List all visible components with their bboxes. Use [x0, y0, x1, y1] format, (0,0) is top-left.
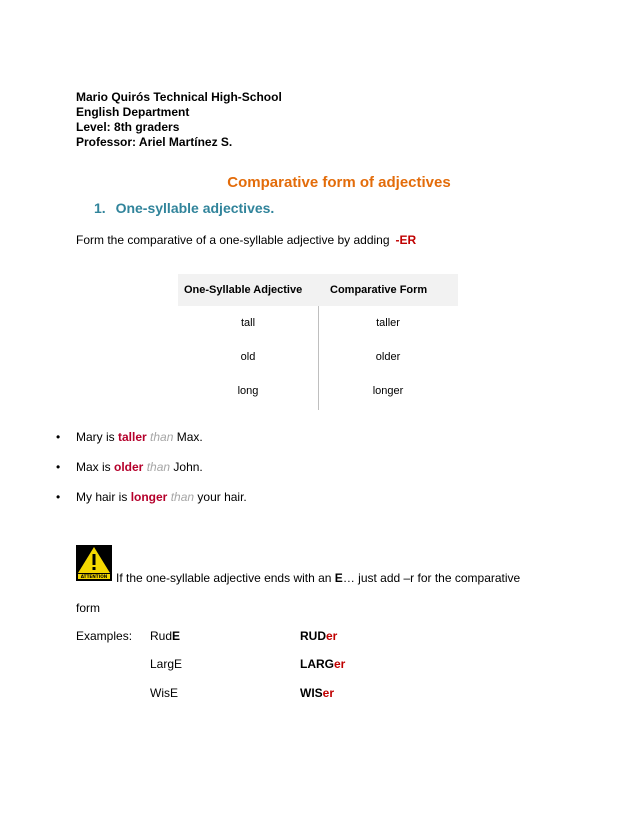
department: English Department — [76, 105, 190, 119]
table-cell: long — [237, 385, 259, 397]
letter-e: E — [334, 571, 343, 585]
page-title: Comparative form of adjectives — [227, 174, 451, 191]
example-comparative: RUDer — [300, 629, 338, 643]
document-header — [76, 90, 282, 150]
section-heading-text: One-syllable adjectives. — [115, 200, 275, 216]
than-word: than — [146, 460, 171, 474]
example-base: RudE — [150, 629, 181, 643]
example-comparative: WISer — [300, 686, 335, 700]
column-divider — [318, 306, 319, 410]
examples-label: Examples: — [76, 629, 133, 643]
table-body — [178, 306, 458, 408]
section-heading — [94, 200, 274, 216]
than-word: than — [150, 430, 174, 444]
table-cell: taller — [376, 317, 400, 329]
table-header — [178, 274, 458, 306]
comparative-table — [178, 274, 458, 408]
intro-text — [76, 233, 416, 247]
level: Level: 8th graders — [76, 120, 180, 134]
table-cell: longer — [372, 385, 404, 397]
table-cell: tall — [240, 317, 256, 329]
section-number: 1. — [94, 200, 106, 216]
than-word: than — [170, 490, 195, 504]
example-base: LargE — [150, 657, 183, 671]
table-header-cell: Comparative Form — [330, 284, 428, 296]
bullet-icon: • — [56, 490, 61, 504]
attention-icon — [76, 545, 112, 581]
intro-sentence: Form the comparative of a one-syllable adjective by adding — [76, 233, 390, 247]
table-cell: older — [375, 351, 401, 363]
comparative-word: longer — [130, 490, 168, 504]
example-comparative: LARGer — [300, 657, 346, 671]
note-line-continued: form — [76, 601, 100, 615]
table-header-cell: One-Syllable Adjective — [184, 284, 303, 296]
intro-suffix: -ER — [395, 233, 417, 247]
attention-label: ATTENTION — [80, 574, 108, 580]
comparative-word: taller — [118, 430, 147, 444]
bullet-icon: • — [56, 460, 61, 474]
bullet-icon: • — [56, 430, 61, 444]
note-line: If the one-syllable adjective ends with an E… just add –r for the comparative — [116, 571, 521, 585]
table-cell: old — [240, 351, 256, 363]
professor: Professor: Ariel Martínez S. — [76, 135, 233, 149]
comparative-word: older — [114, 460, 144, 474]
example-base: WisE — [150, 686, 178, 700]
school-name: Mario Quirós Technical High-School — [76, 90, 282, 104]
